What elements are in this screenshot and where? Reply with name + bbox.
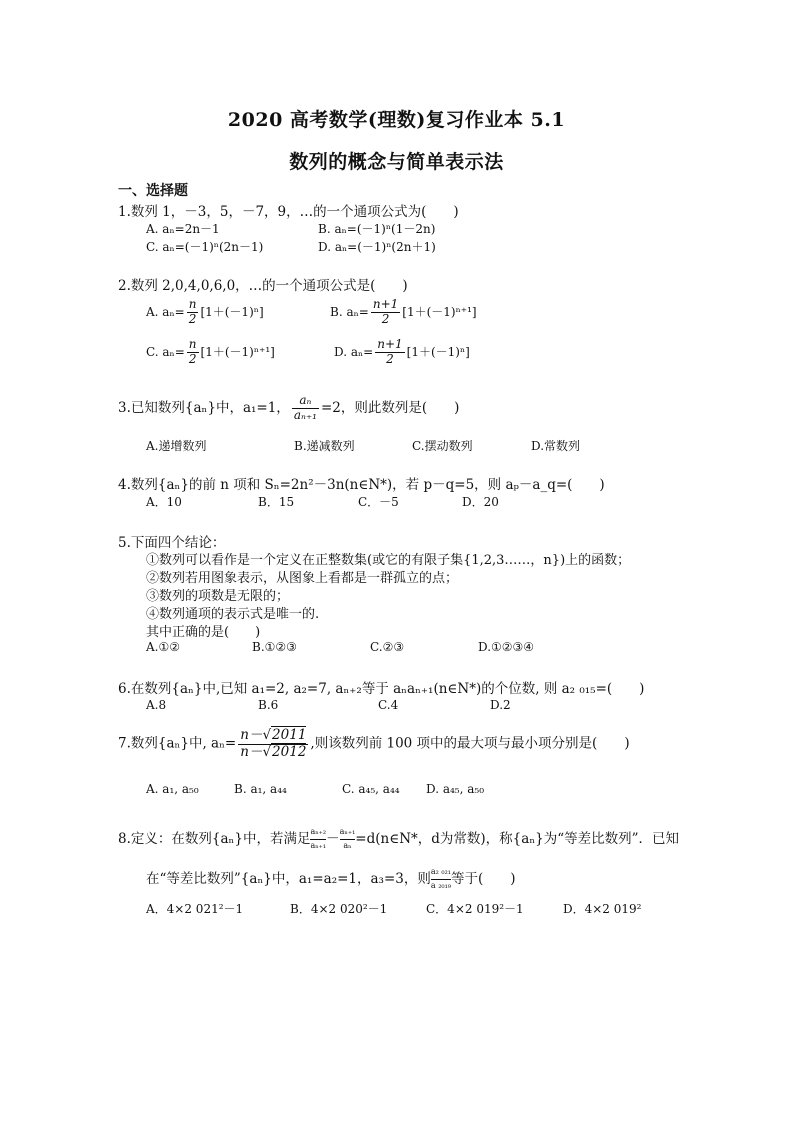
- question-2-option-a: [146, 298, 264, 327]
- question-6-option-b: B.6: [258, 698, 279, 712]
- stem-prefix: 3.已知数列{aₙ}中，a₁=1，: [118, 399, 290, 416]
- question-5-statement-3: ③数列的项数是无限的；: [146, 589, 290, 604]
- question-5-option-a: A.①②: [146, 640, 180, 654]
- fraction-denominator: [238, 745, 308, 761]
- stem-suffix: ,则该数列前 100 项中的最大项与最小项分别是( ): [310, 735, 630, 752]
- question-6-option-c: C.4: [378, 698, 399, 712]
- option-b-prefix: B. aₙ=: [330, 304, 369, 319]
- question-3-option-b: B.递减数列: [294, 439, 355, 453]
- sqrt-icon: √: [262, 743, 272, 760]
- question-2-stem: 2.数列 2,0,4,0,6,0，…的一个通项公式是( ): [118, 278, 408, 294]
- denominator-term: n－: [240, 743, 263, 760]
- question-7-option-a: A. a₁, a₅₀: [146, 782, 199, 796]
- stem-suffix: =d(n∈N*，d为常数)，称{aₙ}为“等差比数列”．已知: [355, 830, 680, 847]
- question-3-stem: [118, 394, 459, 423]
- fraction-numerator: n: [188, 297, 197, 311]
- line-2-prefix: 在“等差比数列”{aₙ}中，a₁=a₂=1，a₃=3，则: [146, 870, 431, 887]
- option-d-prefix: D. aₙ=: [334, 344, 374, 359]
- line-2-fraction: [431, 866, 451, 893]
- section-heading: 一、选择题: [118, 183, 188, 199]
- question-5-option-d: D.①②③④: [478, 640, 535, 654]
- minus-sign: －: [326, 830, 340, 847]
- fraction-numerator: aₙ: [292, 394, 319, 409]
- fraction-denominator: aₙ₊₁: [310, 840, 327, 850]
- numerator-term: n－: [240, 727, 263, 743]
- fraction-denominator: aₙ₊₁: [293, 407, 317, 422]
- fraction-denominator: aₙ: [343, 840, 352, 850]
- option-d-suffix: [1＋(－1)ⁿ]: [406, 344, 470, 359]
- option-a-prefix: A. aₙ=: [146, 304, 185, 319]
- question-2-option-c: [146, 338, 275, 367]
- question-2-option-d: [334, 338, 470, 367]
- fraction-numerator: n+1: [372, 297, 399, 311]
- question-4-option-d: D．20: [462, 495, 499, 509]
- question-6-stem: 6.在数列{aₙ}中,已知 a₁=2, a₂=7, aₙ₊₂等于 aₙaₙ₊₁(n∈N*)的个位数, 则 a₂ ₀₁₅=( ): [118, 681, 645, 697]
- question-2-option-b: [330, 298, 477, 327]
- fraction-numerator: n+1: [377, 337, 403, 351]
- question-4-option-a: A．10: [146, 495, 182, 509]
- option-c-fraction: [187, 338, 199, 367]
- question-5-statement-1: ①数列可以看作是一个定义在正整数集(或它的有限子集{1,2,3……，n})上的函数；: [146, 553, 631, 568]
- option-b-fraction: [371, 298, 400, 327]
- question-5-option-b: B.①②③: [252, 640, 297, 654]
- question-4-option-c: C．－5: [358, 495, 399, 509]
- question-8-stem: [118, 826, 679, 853]
- radicand: 2011: [272, 727, 307, 743]
- stem-fraction: [238, 728, 308, 760]
- stem-prefix: 8.定义：在数列{aₙ}中，若满足: [118, 830, 311, 847]
- question-5-option-c: C.②③: [370, 640, 405, 654]
- option-b-suffix: [1＋(－1)ⁿ⁺¹]: [402, 304, 477, 319]
- question-7-option-c: C. a₄₅, a₄₄: [342, 782, 400, 796]
- question-7-option-b: B. a₁, a₄₄: [234, 782, 287, 796]
- question-8-option-a: A．4×2 021²－1: [146, 902, 244, 916]
- question-1-option-a: A. aₙ=2n－1: [146, 222, 220, 236]
- question-8-option-c: C．4×2 019²－1: [426, 902, 524, 916]
- question-8-option-d: D．4×2 019²: [563, 902, 642, 916]
- question-1-option-b: B. aₙ=(－1)ⁿ(1－2n): [318, 222, 436, 236]
- question-8-line-2: [146, 866, 516, 893]
- question-1-stem: 1.数列 1，－3，5，－7，9，…的一个通项公式为( ): [118, 204, 459, 220]
- document-subtitle: 数列的概念与简单表示法: [289, 151, 504, 173]
- question-8-option-b: B．4×2 020²－1: [290, 902, 388, 916]
- question-3-option-c: C.摆动数列: [412, 439, 473, 453]
- document-title: 2020 高考数学(理数)复习作业本 5.1: [227, 109, 566, 131]
- question-4-stem: 4.数列{aₙ}的前 n 项和 Sₙ=2n²－3n(n∈N*)，若 p－q=5，则 aₚ－a_q=( ): [118, 477, 605, 493]
- stem-suffix: =2，则此数列是( ): [320, 399, 460, 416]
- fraction-numerator: aₙ₊₂: [310, 826, 326, 840]
- question-1-option-c: C. aₙ=(－1)ⁿ(2n－1): [146, 240, 264, 254]
- question-6-option-a: A.8: [146, 698, 167, 712]
- option-a-suffix: [1＋(－1)ⁿ]: [200, 304, 264, 319]
- question-5-statement-2: ②数列若用图象表示，从图象上看都是一群孤立的点；: [146, 571, 459, 586]
- fraction-denominator: a ₂₀₁₉: [430, 880, 452, 890]
- question-5-prompt: 其中正确的是( ): [146, 625, 261, 640]
- stem-prefix: 7.数列{aₙ}中, aₙ=: [118, 735, 237, 752]
- question-7-option-d: D. a₄₅, a₅₀: [426, 782, 485, 796]
- sqrt-icon: √: [262, 727, 272, 743]
- question-5-stem: 5.下面四个结论：: [118, 535, 226, 551]
- question-3-option-d: D.常数列: [531, 439, 581, 453]
- fraction-denominator: 2: [386, 351, 394, 366]
- fraction-denominator: 2: [381, 311, 390, 326]
- fraction-numerator: a₂ ₀₂₁: [431, 866, 451, 880]
- option-a-fraction: [187, 298, 199, 327]
- stem-fraction: [292, 394, 319, 423]
- line-2-suffix: 等于( ): [451, 870, 516, 887]
- option-d-fraction: [375, 338, 404, 367]
- fraction-numerator: n: [188, 337, 197, 351]
- stem-fraction-1: [310, 826, 326, 853]
- fraction-numerator: aₙ₊₁: [340, 826, 356, 840]
- fraction-denominator: 2: [188, 351, 197, 366]
- question-4-option-b: B．15: [258, 495, 295, 509]
- question-5-statement-4: ④数列通项的表示式是唯一的.: [146, 607, 320, 622]
- question-6-option-d: D.2: [490, 698, 511, 712]
- stem-fraction-2: [340, 826, 356, 853]
- fraction-denominator: 2: [188, 311, 197, 326]
- question-3-option-a: A.递增数列: [146, 439, 207, 453]
- question-1-option-d: D. aₙ=(－1)ⁿ(2n＋1): [318, 240, 436, 254]
- radicand: 2012: [272, 743, 307, 760]
- option-c-prefix: C. aₙ=: [146, 344, 185, 359]
- question-7-stem: [118, 728, 630, 760]
- option-c-suffix: [1＋(－1)ⁿ⁺¹]: [200, 344, 275, 359]
